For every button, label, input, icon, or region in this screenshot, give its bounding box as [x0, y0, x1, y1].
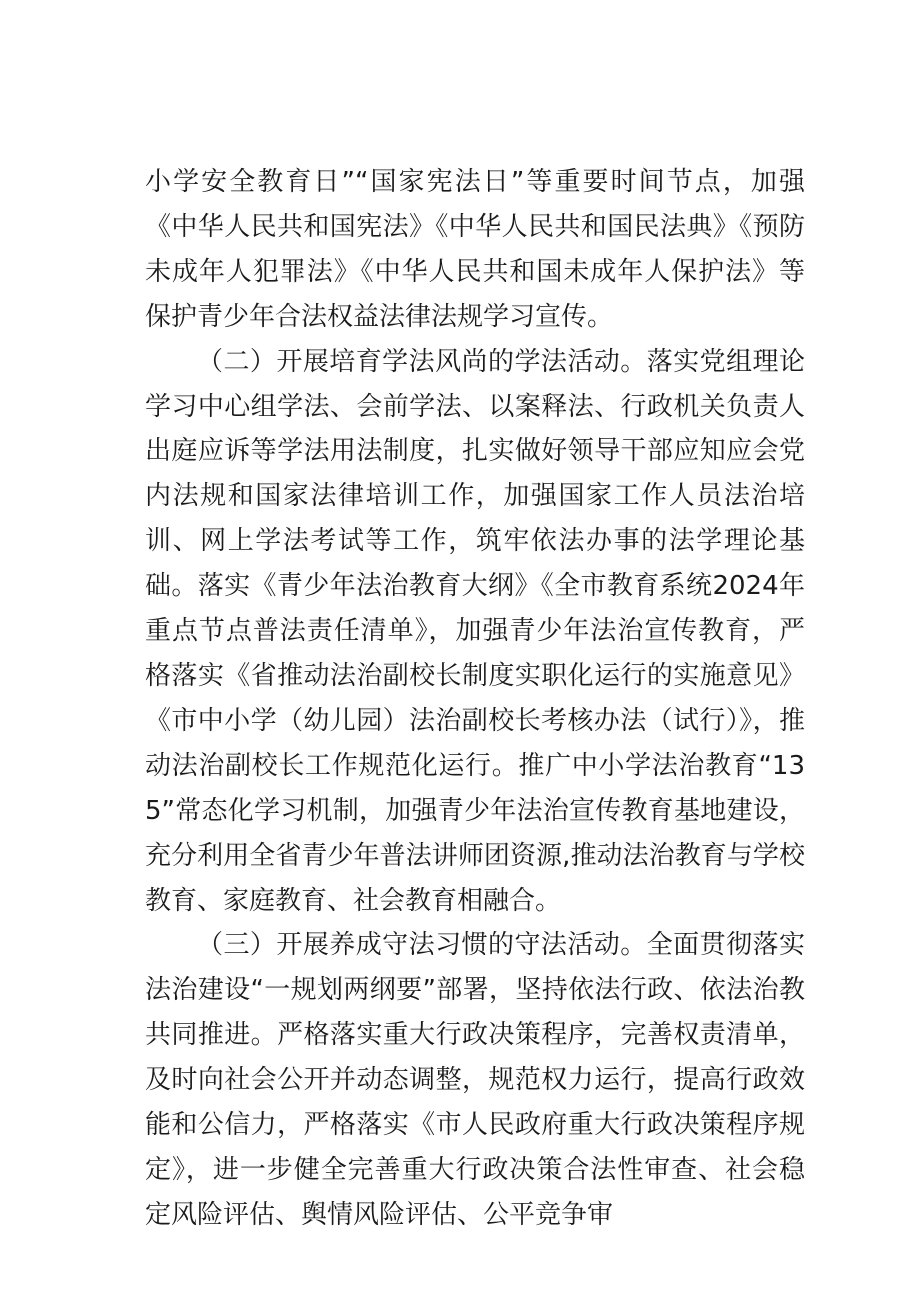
paragraph-section-2: （二）开展培育学法风尚的学法活动。落实党组理论学习中心组学法、会前学法、以案释法、行政机关负责人出庭应诉等学法用法制度，扎实做好领导干部应知应会党内法规和国家法律培训工作，加强国家工作人员法治培训、网上学法考试等工作，筑牢依法办事的法学理论基础。落实《青少年法治教育大纲》《全市教育系统2024年重点节点普法责任清单》，加强青少年法治宣传教育，严格落实《省推动法治副校长制度实职化运行的实施意见》《市中小学（幼儿园）法治副校长考核办法（试行）》，推动法治副校长工作规范化运行。推广中小学法治教育“135”常态化学习机制，加强青少年法治宣传教育基地建设，充分利用全省青少年普法讲师团资源,推动法治教育与学校教育、家庭教育、社会教育相融合。	[145, 346, 805, 916]
paragraph-section-3: （三）开展养成守法习惯的守法活动。全面贯彻落实法治建设“一规划两纲要”部署，坚持依法行政、依法治教共同推进。严格落实重大行政决策程序，完善权责清单，及时向社会公开并动态调整，规范权力运行，提高行政效能和公信力，严格落实《市人民政府重大行政决策程序规定》，进一步健全完善重大行政决策合法性审查、社会稳定风险评估、舆情风险评估、公平竞争审	[145, 930, 805, 1230]
paragraph-continuation: 小学安全教育日”“国家宪法日”等重要时间节点，加强《中华人民共和国宪法》《中华人民共和国民法典》《预防未成年人犯罪法》《中华人民共和国未成年人保护法》等保护青少年合法权益法律法规学习宣传。	[145, 167, 805, 332]
document-body	[145, 160, 805, 1238]
